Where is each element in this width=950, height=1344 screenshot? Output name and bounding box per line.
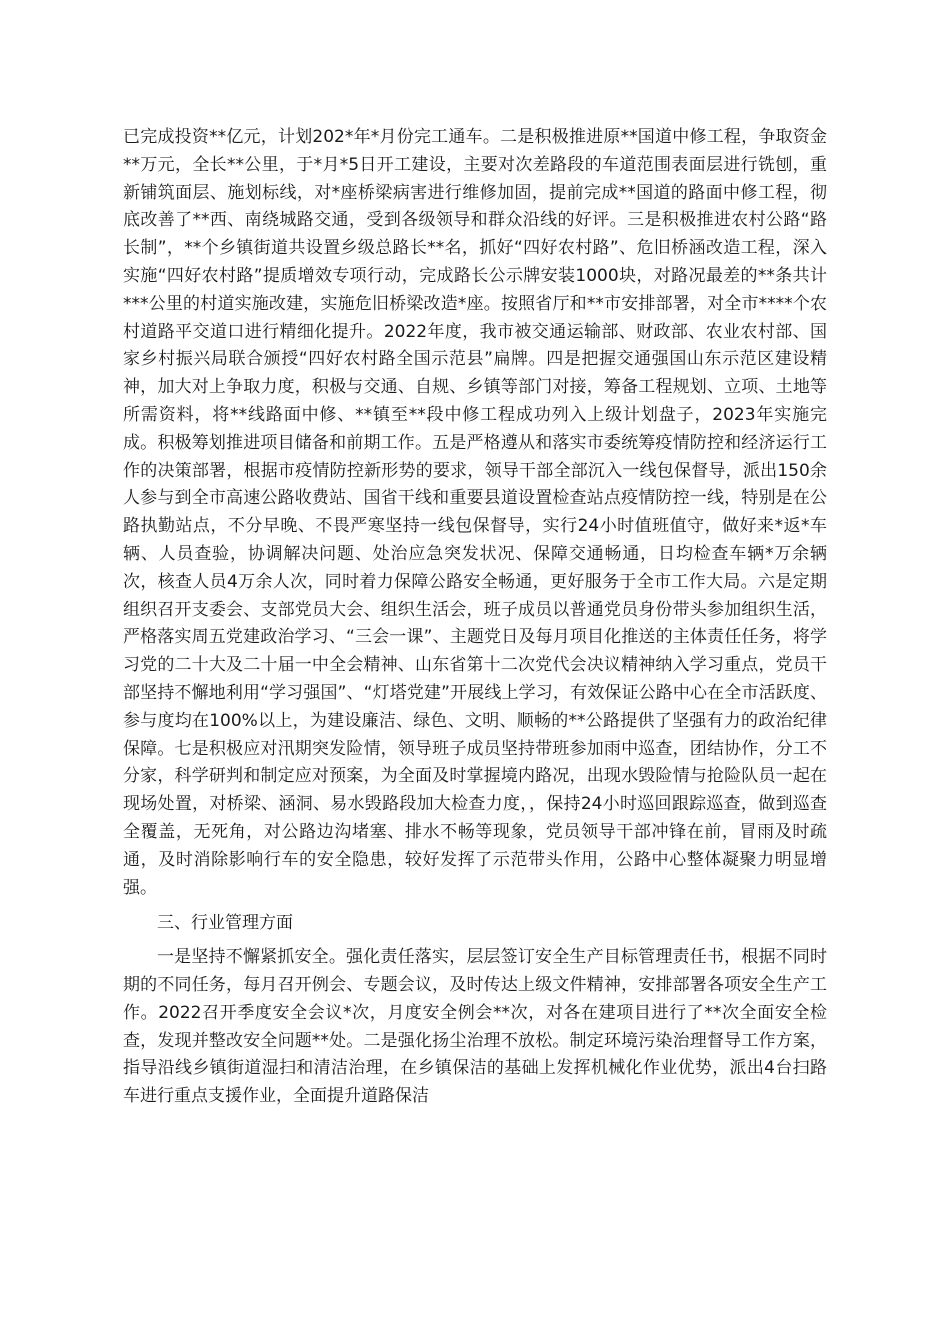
section-heading: 三、行业管理方面 — [157, 913, 293, 934]
body-paragraph: 一是坚持不懈紧抓安全。强化责任落实，层层签订安全生产目标管理责任书，根据不同时期的不同任务，每月召开例会、专题会议，及时传达上级文件精神，安排部署各项安全生产工作。2022召开季度安全会议*次，月度安全例会**次，对各在建项目进行了**次全面安全检查，发现并整改安全问题**处。二是强化扬尘治理不放松。制定环境污染治理督导工作方案，指导沿线乡镇街道湿扫和清洁治理，在乡镇保洁的基础上发挥机械化作业优势，派出4台扫路车进行重点支援作业，全面提升道路保洁 — [123, 947, 827, 1107]
body-paragraph: 已完成投资**亿元，计划202*年*月份完工通车。二是积极推进原**国道中修工程，争取资金**万元，全长**公里，于*月*5日开工建设，主要对次差路段的车道范围表面层进行铣刨，重新铺筑面层、施划标线，对*座桥梁病害进行维修加固，提前完成**国道的路面中修工程，彻底改善了**西、南绕城路交通，受到各级领导和群众沿线的好评。三是积极推进农村公路“路长制”，**个乡镇街道共设置乡级总路长**名，抓好“四好农村路”、危旧桥涵改造工程，深入实施“四好农村路”提质增效专项行动，完成路长公示牌安装1000块，对路况最差的**条共计***公里的村道实施改建，实施危旧桥梁改造*座。按照省厅和**市安排部署，对全市****个农村道路平交道口进行精细化提升。2022年度，我市被交通运输部、财政部、农业农村部、国家乡村振兴局联合颁授“四好农村路全国示范县”扁牌。四是把握交通强国山东示范区建设精神，加大对上争取力度，积极与交通、自规、乡镇等部门对接，筹备工程规划、立项、土地等所需资料，将**线路面中修、**镇至**段中修工程成功列入上级计划盘子，2023年实施完成。积极筹划推进项目储备和前期工作。五是严格遵从和落实市委统筹疫情防控和经济运行工作的决策部署，根据市疫情防控新形势的要求，领导干部全部沉入一线包保督导，派出150余人参与到全市高速公路收费站、国省干线和重要县道设置检查站点疫情防控一线，特别是在公路执勤站点，不分早晚、不畏严寒坚持一线包保督导，实行24小时值班值守，做好来*返*车辆、人员查验，协调解决问题、处治应急突发状况、保障交通畅通，日均检查车辆*万余辆次，核查人员4万余人次，同时着力保障公路安全畅通，更好服务于全市工作大局。六是定期组织召开支委会、支部党员大会、组织生活会，班子成员以普通党员身份带头参加组织生活，严格落实周五党建政治学习、“三会一课”、主题党日及每月项目化推送的主体责任任务，将学习党的二十大及二十届一中全会精神、山东省第十二次党代会决议精神纳入学习重点，党员干部坚持不懈地利用“学习强国”、“灯塔党建”开展线上学习，有效保证公路中心在全市活跃度、参与度均在100%以上，为建设廉洁、绿色、文明、顺畅的**公路提供了坚强有力的政治纪律保障。七是积极应对汛期突发险情，领导班子成员坚持带班参加雨中巡查，团结协作，分工不分家，科学研判和制定应对预案，为全面及时掌握境内路况，出现水毁险情与抢险队员一起在现场处置，对桥梁、涵洞、易水毁路段加大检查力度，，保持24小时巡回跟踪巡查，做到巡查全覆盖，无死角，对公路边沟堵塞、排水不畅等现象，党员领导干部冲锋在前，冒雨及时疏通，及时消除影响行车的安全隐患，较好发挥了示范带头作用，公路中心整体凝聚力明显增强。 — [123, 127, 827, 898]
document-body — [123, 124, 827, 1111]
